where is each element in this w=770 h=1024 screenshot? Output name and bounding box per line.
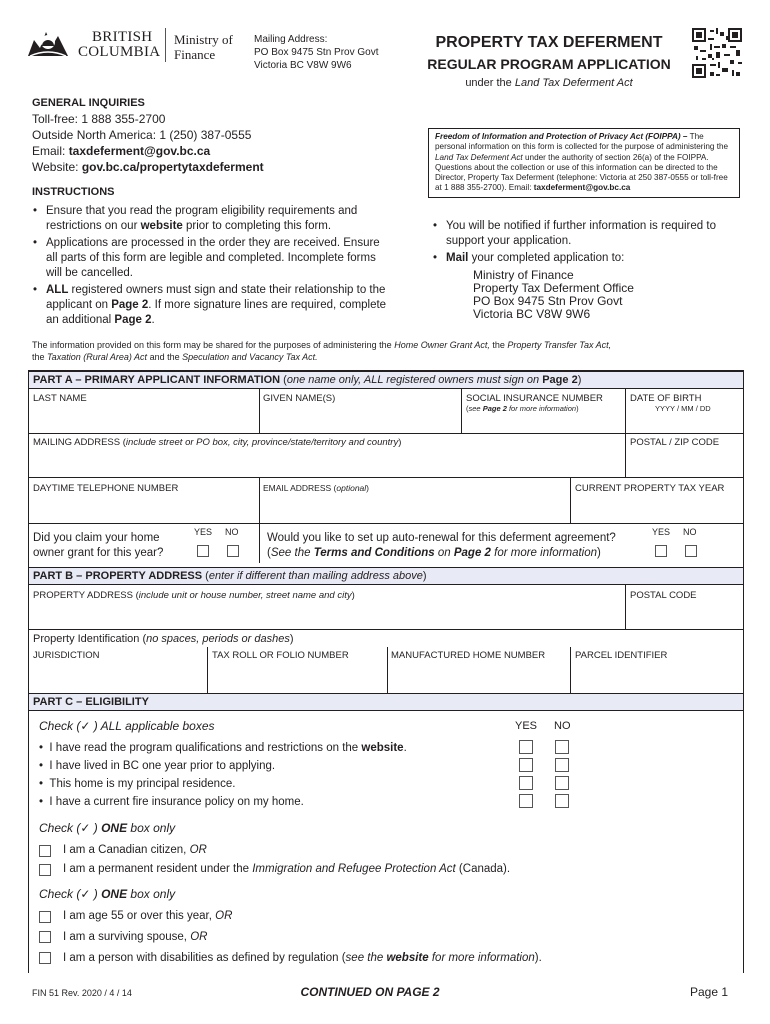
lived-in-bc-yes-checkbox[interactable] (519, 758, 533, 772)
dob-format: YYYY / MM / DD (655, 404, 711, 413)
part-a-header: PART A – PRIMARY APPLICANT INFORMATION (one name only, ALL registered owners must sign on Page 2) (29, 371, 743, 389)
part-c-header: PART C – ELIGIBILITY (29, 693, 743, 711)
email-field[interactable] (261, 497, 568, 521)
canadian-citizen-checkbox[interactable] (39, 845, 51, 857)
home-owner-grant-question: Did you claim your home owner grant for this year? (33, 532, 164, 559)
application-form: PART A – PRIMARY APPLICANT INFORMATION (one name only, ALL registered owners must sign on Page 2) LAST NAME GIVEN NAME(S) SOCIAL INSURANCE NUMBER (see Page 2 for more information) DATE OF BIRTH YYYY / MM / DD MAILING ADDRESS (include street or PO box, city, province/state/territory and country) POSTAL / ZIP CODE DAYTIME TELEPHONE NUMBER EMAIL ADDRESS (optional) CURRENT PROPERTY TAX YEAR Did you claim your home owner grant for this year? YES NO Would you like to set up auto-renewal for this deferment agreement? (See the Terms and Conditions on Page 2 for more information) YES NO PART B – PROPERTY ADDRESS (enter if different than mailing address above) PROPERTY ADDRESS (include unit or house number, street name and city) POSTAL CODE Property Identification (no spaces, periods or dashes) JURISDICTION TAX ROLL OR FOLIO NUMBER MANUFACTURED HOME NUMBER PARCEL IDENTIFIER PART C – ELIGIBILITY Check (✓ ) ALL applicable boxes YES NO • I have read the program qualifications and restrictions on the website. • I have lived in BC one year prior to applying. • This home is my principal residence. • I have a current fire insurance policy on my home. Check (✓ ) ONE box only I am a Canadian citizen, OR I am a permanent resident under the Immigration and Refugee Protection Act (Canada). Check (✓ ) ONE box only I am age 55 or over this year, OR I am a surviving spouse, OR I am a person with disabilities as defined by regulation (see the website for more information). (28, 370, 744, 973)
eligibility-item: • I have lived in BC one year prior to applying. (39, 760, 276, 772)
inquiries-email-link[interactable]: taxdeferment@gov.bc.ca (68, 144, 211, 158)
website-link[interactable]: website (140, 220, 183, 232)
form-number: FIN 51 Rev. 2020 / 4 / 14 (32, 988, 132, 998)
inquiries-website-link[interactable]: gov.bc.ca/propertytaxdeferment (81, 160, 264, 174)
auto-renewal-question: Would you like to set up auto-renewal for this deferment agreement? (See the Terms and Conditions on Page 2 for more information) (267, 532, 616, 559)
parcel-identifier-label: PARCEL IDENTIFIER (575, 650, 668, 661)
checkmark-icon: ✓ (80, 719, 91, 733)
mail-to-address: Ministry of Finance Property Tax Deferment Office PO Box 9475 Stn Prov Govt Victoria BC V8W 9W6 (473, 268, 634, 321)
given-names-field[interactable] (261, 407, 459, 431)
checkmark-icon: ✓ (80, 887, 91, 901)
instruction-item: • You will be notified if further information is required to support your application. (432, 219, 742, 249)
disability-label: I am a person with disabilities as defined by regulation (see the website for more information). (63, 952, 542, 964)
jurisdiction-field[interactable] (31, 664, 205, 690)
form-act: under the Land Tax Deferment Act (465, 77, 633, 89)
qr-code-icon (692, 28, 742, 78)
bc-sun-logo (26, 26, 70, 58)
last-name-field[interactable] (31, 407, 257, 431)
sin-field[interactable] (463, 415, 623, 431)
read-qualifications-yes-checkbox[interactable] (519, 740, 533, 754)
mailing-address-label: MAILING ADDRESS (include street or PO box, city, province/state/territory and country) (33, 437, 402, 448)
grant-yes-checkbox[interactable] (197, 545, 209, 557)
instruction-item: • ALL registered owners must sign and state their relationship to the applicant on Page 2. If more signature lines are required, complete an additional Page 2. (32, 283, 392, 328)
email-label: EMAIL ADDRESS (optional) (263, 483, 370, 493)
general-inquiries: GENERAL INQUIRIES Toll-free: 1 888 355-2700 Outside North America: 1 (250) 387-0555 Email: taxdeferment@gov.bc.ca Website: gov.bc.ca/propertytaxdeferment (32, 97, 264, 174)
instruction-item: • Applications are processed in the order they are received. Ensure all parts of this form are legible and completed. Incomplete forms will be cancelled. (32, 236, 392, 281)
checkmark-icon: ✓ (80, 821, 91, 835)
instructions: INSTRUCTIONS • Ensure that you read the program eligibility requirements and restrictions on our website prior to completing this form. • Applications are processed in the order they are received. Ensure all parts of this form are legible and completed. Incomplete forms will be cancelled. • ALL registered owners must sign and state their relationship to the applicant on Page 2. If more signature lines are required, complete an additional Page 2. (32, 186, 392, 330)
read-qualifications-no-checkbox[interactable] (555, 740, 569, 754)
canadian-citizen-label: I am a Canadian citizen, OR (63, 844, 207, 856)
sin-note: (see Page 2 for more information) (466, 404, 579, 413)
phone-field[interactable] (31, 497, 257, 521)
surviving-spouse-checkbox[interactable] (39, 931, 51, 943)
tax-year-label: CURRENT PROPERTY TAX YEAR (575, 483, 725, 494)
tax-roll-label: TAX ROLL OR FOLIO NUMBER (212, 650, 349, 661)
property-postal-label: POSTAL CODE (630, 590, 697, 601)
property-postal-field[interactable] (627, 603, 741, 627)
renewal-no-checkbox[interactable] (685, 545, 697, 557)
ministry-name: Ministry of Finance (174, 32, 233, 62)
postal-zip-field[interactable] (627, 451, 741, 475)
check-one-instruction: Check (✓ ) ONE box only (39, 887, 176, 901)
check-all-instruction: Check (✓ ) ALL applicable boxes (39, 719, 215, 733)
surviving-spouse-label: I am a surviving spouse, OR (63, 931, 208, 943)
manufactured-home-field[interactable] (389, 664, 568, 690)
property-address-label: PROPERTY ADDRESS (include unit or house number, street name and city) (33, 590, 355, 601)
eligibility-item: • This home is my principal residence. (39, 778, 236, 790)
instruction-item: • Mail your completed application to: (432, 251, 742, 266)
header-mailing-address: Mailing Address: PO Box 9475 Stn Prov Govt Victoria BC V8W 9W6 (254, 34, 379, 71)
form-subtitle: REGULAR PROGRAM APPLICATION (427, 56, 671, 72)
fire-insurance-yes-checkbox[interactable] (519, 794, 533, 808)
tax-roll-field[interactable] (209, 664, 385, 690)
continued-notice: CONTINUED ON PAGE 2 (300, 985, 440, 999)
instructions-right (432, 219, 742, 268)
form-title: PROPERTY TAX DEFERMENT (435, 34, 663, 51)
fire-insurance-no-checkbox[interactable] (555, 794, 569, 808)
information-sharing-notice: The information provided on this form may be shared for the purposes of administering the Home Owner Grant Act, the Property Transfer Tax Act, the Taxation (Rural Area) Act and the Speculation and Vacancy Tax Act. (32, 340, 612, 362)
manufactured-home-label: MANUFACTURED HOME NUMBER (391, 650, 546, 661)
postal-zip-label: POSTAL / ZIP CODE (630, 437, 720, 448)
tax-year-field[interactable] (572, 497, 741, 521)
parcel-identifier-field[interactable] (572, 664, 741, 690)
mailing-address-field[interactable] (31, 451, 623, 475)
permanent-resident-label: I am a permanent resident under the Immigration and Refugee Protection Act (Canada). (63, 863, 511, 875)
phone-label: DAYTIME TELEPHONE NUMBER (33, 483, 179, 494)
age-55-label: I am age 55 or over this year, OR (63, 910, 233, 922)
check-one-instruction: Check (✓ ) ONE box only (39, 821, 176, 835)
foippa-notice: Freedom of Information and Protection of Privacy Act (FOIPPA) – The personal information on this form is collected for the purpose of administering the Land Tax Deferment Act under the authority of section 26(a) of the FOIPPA. Questions about the collection or use of this information can be directed to the Director, Property Tax Deferment (telephone: Victoria at 250 387-0555 or toll-free at 1 888 355-2700). Email: taxdeferment@gov.bc.ca (428, 128, 740, 198)
principal-residence-yes-checkbox[interactable] (519, 776, 533, 790)
renewal-yes-checkbox[interactable] (655, 545, 667, 557)
eligibility-item: • I have read the program qualifications and restrictions on the website. (39, 742, 407, 754)
principal-residence-no-checkbox[interactable] (555, 776, 569, 790)
dob-label: DATE OF BIRTH (630, 393, 702, 404)
property-id-label: Property Identification (no spaces, periods or dashes) (33, 633, 294, 645)
lived-in-bc-no-checkbox[interactable] (555, 758, 569, 772)
sin-label: SOCIAL INSURANCE NUMBER (466, 393, 603, 404)
grant-no-checkbox[interactable] (227, 545, 239, 557)
instruction-item: • Ensure that you read the program eligibility requirements and restrictions on our website prior to completing this form. (32, 204, 392, 234)
bc-wordmark: BRITISH COLUMBIA (78, 29, 161, 60)
age-55-checkbox[interactable] (39, 911, 51, 923)
property-address-field[interactable] (31, 603, 623, 627)
part-b-header: PART B – PROPERTY ADDRESS (enter if different than mailing address above) (29, 567, 743, 585)
page-number: Page 1 (690, 985, 729, 999)
given-names-label: GIVEN NAME(S) (263, 393, 336, 404)
dob-field[interactable] (627, 415, 741, 431)
permanent-resident-checkbox[interactable] (39, 864, 51, 876)
last-name-label: LAST NAME (33, 393, 87, 404)
jurisdiction-label: JURISDICTION (33, 650, 100, 661)
logo-divider (165, 28, 166, 62)
disability-checkbox[interactable] (39, 952, 51, 964)
eligibility-item: • I have a current fire insurance policy on my home. (39, 796, 304, 808)
